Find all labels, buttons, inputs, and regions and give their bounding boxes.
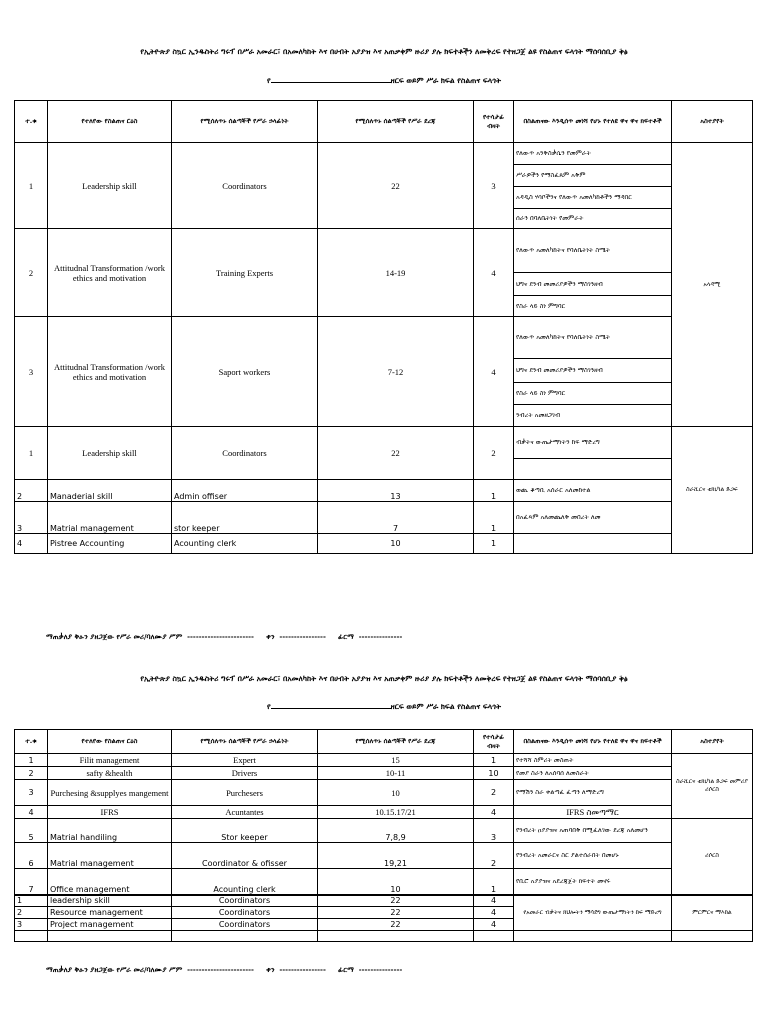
row-number: 1 — [15, 895, 48, 907]
signature-line: ማጠቃለያ ቅፁን ያዘጋጀው የሥራ መሪ/ባለሙያ ሥም ----------------------- ቀን ---------------- ፊርማ --------------- — [46, 633, 403, 641]
gap-item: የመያ ስራን ለአሰባሰ ለመስራት — [514, 767, 672, 780]
trainee-role: Training Experts — [172, 229, 318, 317]
gap-item — [514, 534, 672, 554]
row-number: 1 — [15, 427, 48, 480]
empty-cell — [514, 931, 672, 942]
row-number: 5 — [15, 819, 48, 843]
row-number: 2 — [15, 907, 48, 919]
col-header-count: የተሳታፊ ብዛት — [474, 101, 514, 143]
trainee-role: Acounting clerk — [172, 869, 318, 895]
row-number: 2 — [15, 767, 48, 780]
participant-count: 4 — [474, 806, 514, 819]
gap-item: ህግና ደንብ መመሪያዎችን ማስገንዘብ — [514, 273, 672, 296]
gap-item: የለውጥ አንቅስቃሴን የመምራት — [514, 143, 672, 165]
comment-cell: ሪሶርስ — [672, 819, 753, 895]
comment-cell: አላዳሚ — [672, 143, 753, 427]
form-title: የኢትዮጵያ ስኳር ኢንዱስትሪ ግሩፕ በሥራ አመራር፣ በአመለካከት እና በሀብት አያያዝ እና አጠቃቀም ዙሪያ ያሉ ክፍተቶችን ለመቅረፍ የተዘጋጀ ልዩ የስልጠና ፍላጎት ማሰባሰቢያ ቅፅ — [140, 674, 628, 683]
gap-item: ህግና ደንብ መመሪያዎችን ማስገንዘብ — [514, 359, 672, 383]
row-number: 4 — [15, 534, 48, 554]
empty-cell — [672, 931, 753, 942]
gap-item: የተሻሻ ስምሪት መስጠት — [514, 754, 672, 767]
gap-item: የአመራር ብቃትና ክህሎትን ማሳደግ ውጤታማነትን ከፍ ማድረግ — [514, 895, 672, 931]
participant-count: 1 — [474, 869, 514, 895]
trainee-role: Coordinators — [172, 895, 318, 907]
participant-count: 2 — [474, 427, 514, 480]
participant-count: 4 — [474, 919, 514, 931]
gap-item: የስራ ላይ ስነ ምግባር — [514, 296, 672, 317]
training-topic: Purchesing &supplyes mangement — [48, 780, 172, 806]
col-header-level: የሚሰለጥኑ ሰልጣኞች የሥራ ደረጃ — [318, 730, 474, 754]
comment-cell: ስራሺርና ቴክኒካል ድጋፍ — [672, 427, 753, 554]
trainee-level: 13 — [318, 480, 474, 502]
gap-item — [514, 459, 672, 480]
empty-cell — [318, 931, 474, 942]
gap-item: የማሽን ስራ ቀልጣፈ ፈጣን ለማድረግ — [514, 780, 672, 806]
participant-count: 2 — [474, 843, 514, 869]
row-number: 1 — [15, 754, 48, 767]
participant-count: 2 — [474, 780, 514, 806]
participant-count: 3 — [474, 143, 514, 229]
trainee-role: Admin offiser — [172, 480, 318, 502]
col-header-role: የሚሰለጥኑ ሰልጣኞች የሥራ ኃላፊነት — [172, 101, 318, 143]
training-topic: Matrial management — [48, 502, 172, 534]
participant-count: 4 — [474, 317, 514, 427]
participant-count: 1 — [474, 502, 514, 534]
trainee-role: Coordinator & ofisser — [172, 843, 318, 869]
trainee-level: 7-12 — [318, 317, 474, 427]
training-topic: Resource management — [48, 907, 172, 919]
participant-count: 3 — [474, 819, 514, 843]
trainee-level: 10 — [318, 869, 474, 895]
row-number: 3 — [15, 919, 48, 931]
comment-cell: ምርምርና ማእከል — [672, 895, 753, 931]
training-topic: Leadership skill — [48, 427, 172, 480]
col-header-gaps: በስልጠናው እንዲሰጥ መነሻ የሆኑ የተለዩ ዋና ዋና ክፍተቶች — [514, 101, 672, 143]
col-header-no: ተ.ቁ — [15, 730, 48, 754]
form-subtitle: የ ዘርፍ ወይም ሥራ ክፍል የስልጠና ፍላጎት — [266, 702, 502, 711]
trainee-role: Expert — [172, 754, 318, 767]
form-subtitle: የ ዘርፍ ወይም ሥራ ክፍል የስልጠና ፍላጎት — [266, 76, 502, 85]
empty-cell — [48, 931, 172, 942]
training-topic: Manaderial skill — [48, 480, 172, 502]
trainee-role: Drivers — [172, 767, 318, 780]
gap-item: አዳዲስ ሃሳቦችንና የለውጥ አመለካከቶችን ማዳበር — [514, 187, 672, 209]
gap-item: የንብረት ዐያያዝና አጠባበቅ በሚፈለገው ደረጃ አለመሆን — [514, 819, 672, 843]
comment-cell: ስራሺርና ቴክኒካል ድጋፍ መምሪያ ሪሶርስ — [672, 754, 753, 819]
gap-item: ብቃትና ውጤታማነትን ከፍ ማድረግ — [514, 427, 672, 459]
trainee-level: 22 — [318, 143, 474, 229]
gap-item: IFRS ስመጣማር — [514, 806, 672, 819]
training-topic: safty &health — [48, 767, 172, 780]
participant-count: 1 — [474, 754, 514, 767]
trainee-role: Saport workers — [172, 317, 318, 427]
signature-line: ማጠቃለያ ቅፁን ያዘጋጀው የሥራ መሪ/ባለሙያ ሥም ----------------------- ቀን ---------------- ፊርማ --------------- — [46, 966, 403, 974]
trainee-level: 19,21 — [318, 843, 474, 869]
gap-item: በአፈጻም አለመጨለቅ መበረት ለመ — [514, 502, 672, 534]
training-topic: Leadership skill — [48, 143, 172, 229]
trainee-role: Acounting clerk — [172, 534, 318, 554]
trainee-level: 22 — [318, 919, 474, 931]
training-topic: Attitudnal Transformation /work ethics and motivation — [48, 229, 172, 317]
gap-item: የለውጥ አመለካከትና የባለቤትነት ስሜት — [514, 229, 672, 273]
row-number: 1 — [15, 143, 48, 229]
training-needs-table-2 — [14, 729, 753, 942]
gap-item: የለውጥ አመለካከትና የባለቤትነት ስሜት — [514, 317, 672, 359]
row-number: 6 — [15, 843, 48, 869]
gap-item: የስራ ላይ ስነ ምግባር — [514, 383, 672, 405]
training-topic: leadership skill — [48, 895, 172, 907]
col-header-comment: አስተያየት — [672, 101, 753, 143]
training-topic: Pistree Accounting — [48, 534, 172, 554]
row-number: 7 — [15, 869, 48, 895]
gap-item: የንብረት አመራርና ስር ያልተሰራበት በመሆኑ — [514, 843, 672, 869]
form-title: የኢትዮጵያ ስኳር ኢንዱስትሪ ግሩፕ በሥራ አመራር፣ በአመለካከት እና በሀብት አያያዝ እና አጠቃቀም ዙሪያ ያሉ ክፍተቶችን ለመቅረፍ የተዘጋጀ ልዩ የስልጠና ፍላጎት ማሰባሰቢያ ቅፅ — [140, 47, 628, 56]
training-topic: IFRS — [48, 806, 172, 819]
col-header-level: የሚሰለጥኑ ሰልጣኞች የሥራ ደረጃ — [318, 101, 474, 143]
col-header-comment: አስተያየት — [672, 730, 753, 754]
gap-item: ሥራዎችን የማስፈጸም አቅም — [514, 165, 672, 187]
gap-item: ንብረት አመዘጋገብ — [514, 405, 672, 427]
col-header-count: የተሳታፊ ብዛት — [474, 730, 514, 754]
participant-count: 1 — [474, 534, 514, 554]
col-header-topic: የተለየው የስልጠና ርዕስ — [48, 101, 172, 143]
empty-cell — [15, 931, 48, 942]
training-topic: Office management — [48, 869, 172, 895]
trainee-level: 15 — [318, 754, 474, 767]
gap-item: ወጪ ቆጣቢ አሰራር አለመከተል — [514, 480, 672, 502]
row-number: 4 — [15, 806, 48, 819]
col-header-gaps: በስልጠናው እንዲሰጥ መነሻ የሆኑ የተለዩ ዋና ዋና ክፍተቶች — [514, 730, 672, 754]
trainee-role: Coordinators — [172, 143, 318, 229]
training-topic: Project management — [48, 919, 172, 931]
trainee-level: 22 — [318, 907, 474, 919]
training-topic: Attitudnal Transformation /work ethics and motivation — [48, 317, 172, 427]
trainee-level: 10 — [318, 780, 474, 806]
participant-count: 10 — [474, 767, 514, 780]
participant-count: 1 — [474, 480, 514, 502]
gap-item: የቢሮ አያያዝና አደረጃጀት ክፍተት መኖሩ — [514, 869, 672, 895]
row-number: 2 — [15, 229, 48, 317]
trainee-role: Acuntantes — [172, 806, 318, 819]
col-header-topic: የተለየው የስልጠና ርዕስ — [48, 730, 172, 754]
trainee-level: 22 — [318, 895, 474, 907]
row-number: 3 — [15, 502, 48, 534]
trainee-level: 7 — [318, 502, 474, 534]
participant-count: 4 — [474, 895, 514, 907]
trainee-level: 10.15.17/21 — [318, 806, 474, 819]
training-topic: Matrial handiling — [48, 819, 172, 843]
row-number: 2 — [15, 480, 48, 502]
trainee-role: stor keeper — [172, 502, 318, 534]
trainee-level: 14-19 — [318, 229, 474, 317]
empty-cell — [172, 931, 318, 942]
participant-count: 4 — [474, 907, 514, 919]
empty-cell — [474, 931, 514, 942]
training-topic: Filit management — [48, 754, 172, 767]
trainee-level: 10 — [318, 534, 474, 554]
trainee-level: 22 — [318, 427, 474, 480]
gap-item: ሰራን በባለቤትነት የመምራት — [514, 209, 672, 229]
trainee-level: 10-11 — [318, 767, 474, 780]
trainee-role: Coordinators — [172, 919, 318, 931]
trainee-role: Coordinators — [172, 907, 318, 919]
trainee-role: Purchesers — [172, 780, 318, 806]
training-needs-table-1 — [14, 100, 753, 554]
trainee-role: Coordinators — [172, 427, 318, 480]
trainee-role: Stor keeper — [172, 819, 318, 843]
row-number: 3 — [15, 317, 48, 427]
col-header-no: ተ.ቁ — [15, 101, 48, 143]
col-header-role: የሚሰለጥኑ ሰልጣኞች የሥራ ኃላፊነት — [172, 730, 318, 754]
trainee-level: 7,8,9 — [318, 819, 474, 843]
training-topic: Matrial management — [48, 843, 172, 869]
participant-count: 4 — [474, 229, 514, 317]
row-number: 3 — [15, 780, 48, 806]
